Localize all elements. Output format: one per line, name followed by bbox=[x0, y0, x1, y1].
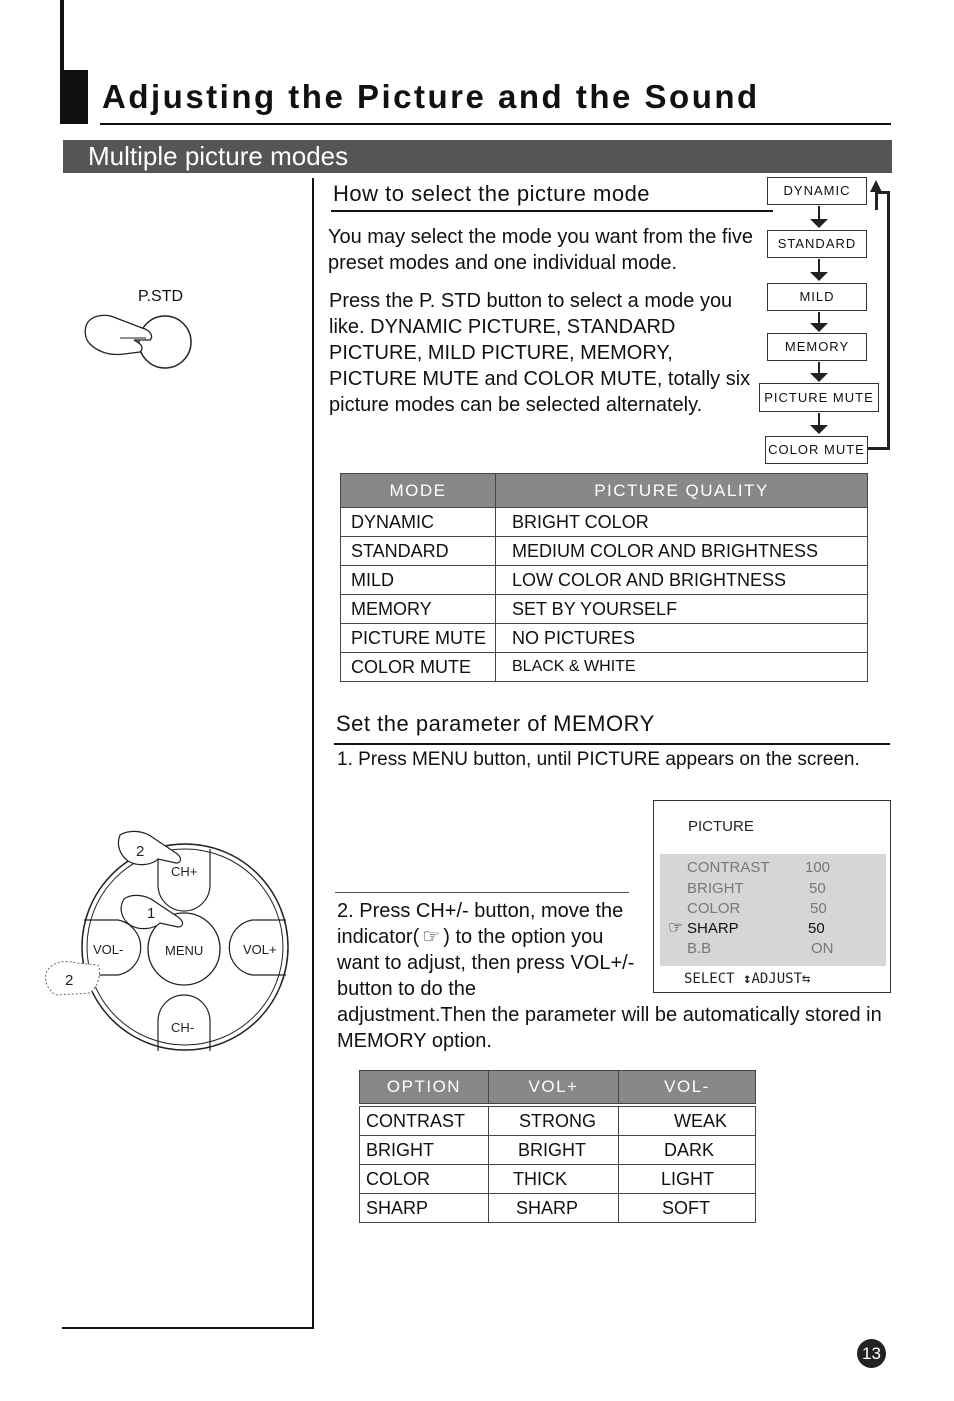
osd-hand-pointer-icon: ☞ bbox=[668, 918, 684, 937]
table-row bbox=[341, 566, 868, 595]
flow-memory: MEMORY bbox=[767, 333, 867, 361]
vol-minus-cell: LIGHT bbox=[619, 1165, 756, 1194]
option-cell: CONTRAST bbox=[360, 1107, 489, 1136]
header-block bbox=[60, 70, 88, 124]
osd-item-value: ON bbox=[811, 940, 834, 957]
osd-item-label: BRIGHT bbox=[687, 880, 744, 897]
flow-color-mute: COLOR MUTE bbox=[765, 436, 868, 464]
option-table-header bbox=[360, 1071, 756, 1104]
osd-select-hint: SELECT bbox=[684, 971, 735, 987]
vol-plus-label: VOL+ bbox=[243, 942, 277, 957]
mode-table bbox=[340, 473, 868, 682]
osd-item-label: COLOR bbox=[687, 900, 741, 917]
pstd-label: P.STD bbox=[138, 288, 184, 305]
step-marker-2: 2 bbox=[136, 843, 145, 860]
flow-arrowhead bbox=[810, 272, 828, 281]
table-row bbox=[360, 1136, 756, 1165]
osd-title: PICTURE bbox=[688, 818, 754, 835]
quality-cell: LOW COLOR AND BRIGHTNESS bbox=[496, 566, 868, 595]
osd-item-label-selected: SHARP bbox=[687, 920, 739, 937]
osd-item-label: B.B bbox=[687, 940, 712, 957]
page-title: Adjusting the Picture and the Sound bbox=[102, 78, 760, 115]
flow-standard: STANDARD bbox=[767, 230, 867, 258]
vol-plus-header: VOL+ bbox=[489, 1071, 619, 1104]
table-row bbox=[360, 1165, 756, 1194]
quality-cell: MEDIUM COLOR AND BRIGHTNESS bbox=[496, 537, 868, 566]
table-row bbox=[360, 1107, 756, 1136]
step-marker-2: 2 bbox=[65, 972, 74, 989]
flow-arrowhead bbox=[810, 425, 828, 434]
option-cell: COLOR bbox=[360, 1165, 489, 1194]
memory-heading: Set the parameter of MEMORY bbox=[336, 711, 655, 736]
table-row bbox=[341, 624, 868, 653]
mode-cell: MEMORY bbox=[341, 595, 496, 624]
flow-arrowhead bbox=[810, 323, 828, 332]
page-number: 13 bbox=[857, 1339, 886, 1368]
option-table bbox=[359, 1070, 756, 1223]
osd-item-value: 100 bbox=[805, 859, 831, 876]
memory-underline bbox=[334, 743, 890, 745]
hand-pointer-icon: ☞ bbox=[422, 926, 441, 948]
ch-plus-label: CH+ bbox=[171, 864, 198, 879]
memory-step2 bbox=[337, 898, 647, 1002]
table-row bbox=[341, 595, 868, 624]
left-right-arrows-icon: ⇆ bbox=[802, 971, 811, 987]
bottom-rule bbox=[62, 1327, 314, 1329]
quality-cell: NO PICTURES bbox=[496, 624, 868, 653]
vol-plus-cell: SHARP bbox=[489, 1194, 619, 1223]
vol-minus-cell: DARK bbox=[619, 1136, 756, 1165]
vol-minus-label: VOL- bbox=[93, 942, 124, 957]
flow-arrow bbox=[818, 259, 820, 273]
memory-step1: 1. Press MENU button, until PICTURE appears on the screen. bbox=[337, 749, 860, 770]
osd-picture-menu bbox=[653, 800, 891, 993]
mode-cell: MILD bbox=[341, 566, 496, 595]
flow-arrow bbox=[818, 206, 820, 220]
quality-cell: SET BY YOURSELF bbox=[496, 595, 868, 624]
vol-plus-cell: STRONG bbox=[489, 1107, 619, 1136]
flow-loop-stem bbox=[875, 190, 878, 210]
table-row bbox=[341, 508, 868, 537]
option-cell: BRIGHT bbox=[360, 1136, 489, 1165]
vol-minus-header: VOL- bbox=[619, 1071, 756, 1104]
quality-cell: BRIGHT COLOR bbox=[496, 508, 868, 537]
vol-minus-cell: WEAK bbox=[619, 1107, 756, 1136]
title-underline bbox=[100, 123, 891, 125]
quality-header: PICTURE QUALITY bbox=[496, 474, 868, 508]
table-row bbox=[360, 1194, 756, 1223]
step-marker-1: 1 bbox=[147, 905, 156, 922]
flow-picture-mute: PICTURE MUTE bbox=[759, 383, 879, 412]
osd-item-value-selected: 50 bbox=[808, 920, 825, 937]
flow-dynamic: DYNAMIC bbox=[767, 177, 867, 205]
section-title: Multiple picture modes bbox=[88, 141, 349, 171]
vol-minus-cell: SOFT bbox=[619, 1194, 756, 1223]
column-divider bbox=[312, 178, 314, 1329]
memory-step2-continued: adjustment.Then the parameter will be automatically stored in MEMORY option. bbox=[337, 1004, 882, 1052]
mode-cell: COLOR MUTE bbox=[341, 653, 496, 682]
osd-item-value: 50 bbox=[810, 900, 827, 917]
option-header: OPTION bbox=[360, 1071, 489, 1104]
osd-adjust-hint: ADJUST bbox=[751, 971, 803, 987]
flow-loop-side bbox=[887, 191, 890, 450]
up-down-arrows-icon: ↕ bbox=[743, 971, 752, 987]
ch-minus-label: CH- bbox=[171, 1020, 195, 1035]
mode-cell: PICTURE MUTE bbox=[341, 624, 496, 653]
select-mode-heading: How to select the picture mode bbox=[333, 181, 651, 206]
memory-step2-part1: 2. Press CH+/- button, move the indicator( bbox=[337, 900, 624, 948]
mode-header: MODE bbox=[341, 474, 496, 508]
option-cell: SHARP bbox=[360, 1194, 489, 1223]
section-bar bbox=[63, 140, 892, 173]
flow-arrowhead bbox=[810, 373, 828, 382]
memory-step2-part2: ) to the option you want to adjust, then press VOL+/- button to do the bbox=[337, 926, 635, 1000]
pstd-button-icon bbox=[80, 308, 200, 378]
table-row bbox=[341, 653, 868, 682]
vol-plus-cell: BRIGHT bbox=[489, 1136, 619, 1165]
mode-table-header bbox=[341, 474, 868, 508]
osd-item-value: 50 bbox=[809, 880, 826, 897]
quality-cell: BLACK & WHITE bbox=[496, 653, 868, 682]
flow-arrowhead bbox=[810, 219, 828, 228]
select-mode-underline bbox=[331, 210, 773, 212]
table-row bbox=[341, 537, 868, 566]
osd-hints bbox=[684, 971, 810, 987]
select-mode-intro: You may select the mode you want from the five preset modes and one individual mode. bbox=[328, 226, 754, 274]
flow-mild: MILD bbox=[767, 283, 867, 311]
select-mode-instructions: Press the P. STD button to select a mode you like. DYNAMIC PICTURE, STANDARD PICTURE, MILD PICTURE, MEMORY, PICTURE MUTE and COLOR MUTE, totally six picture modes can be selected alternately. bbox=[329, 290, 751, 416]
osd-item-label: CONTRAST bbox=[687, 859, 770, 876]
step-divider bbox=[335, 892, 629, 893]
vol-plus-cell: THICK bbox=[489, 1165, 619, 1194]
menu-label: MENU bbox=[165, 943, 204, 958]
mode-cell: STANDARD bbox=[341, 537, 496, 566]
mode-cell: DYNAMIC bbox=[341, 508, 496, 537]
